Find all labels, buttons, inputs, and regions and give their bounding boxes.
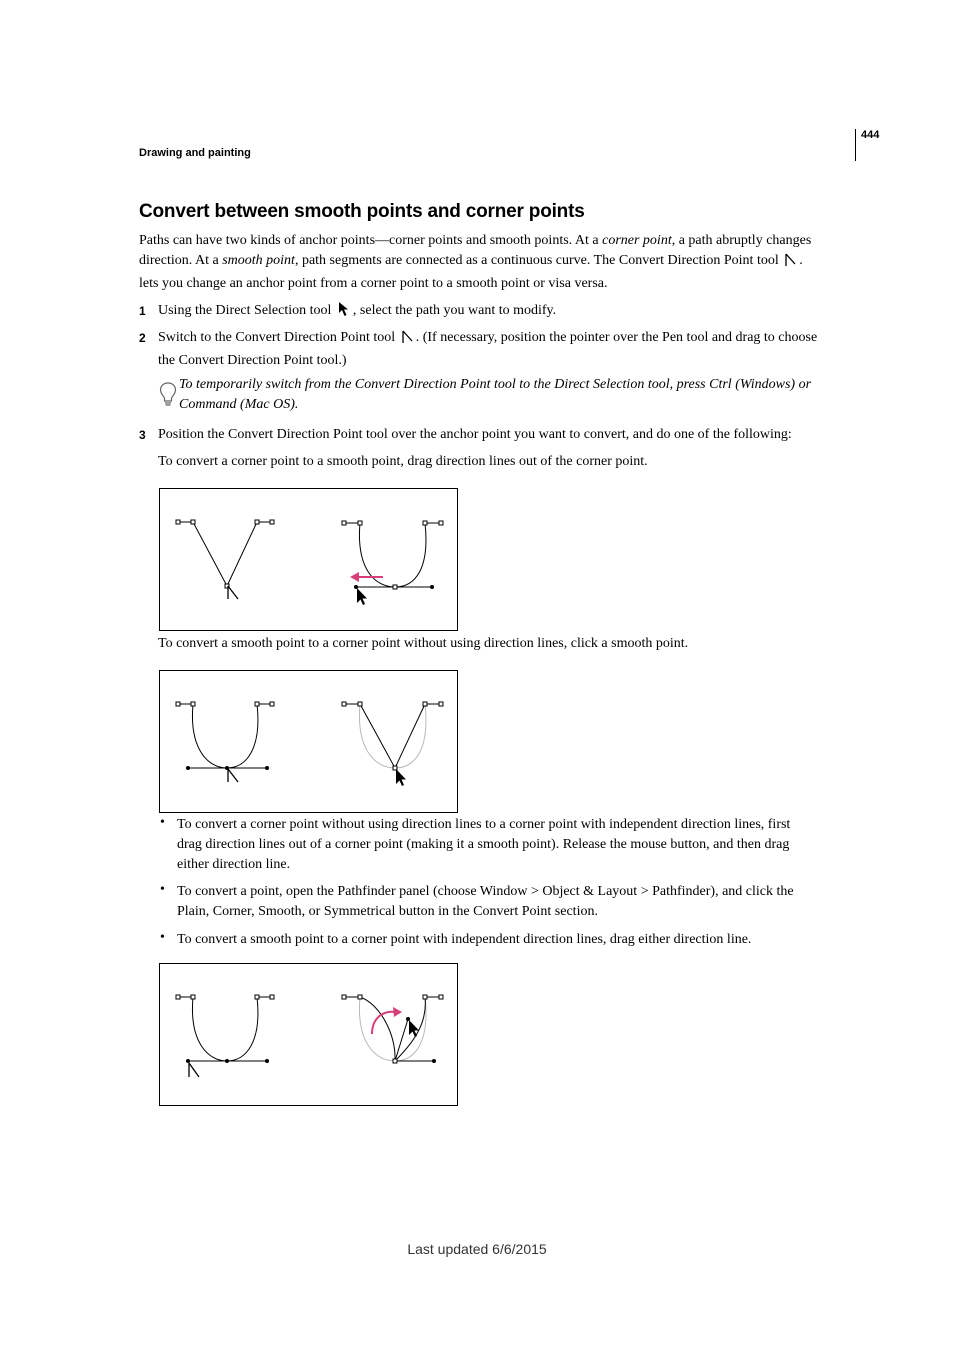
figure-smooth-to-corner [159, 670, 458, 813]
convert-direction-point-tool-icon [228, 586, 238, 599]
tip-text: To temporarily switch from the Convert Direction Point tool to the Direct Selection tool, press Ctrl (Windows) or Command (Mac OS). [179, 377, 812, 412]
step-2-text: Switch to the Convert Direction Point tool . (If necessary, position the pointer over the Pen tool and drag to choose the Convert Direction Point tool.) [158, 330, 818, 368]
bullet-marker: • [160, 882, 165, 897]
lightbulb-tip-icon [159, 381, 177, 414]
convert-direction-point-tool-icon [401, 330, 414, 351]
term-corner-point: corner point [602, 233, 672, 248]
direct-selection-tool-icon [337, 301, 351, 324]
cursor-arrow-icon [357, 588, 367, 605]
convert-direction-point-tool-icon [189, 1063, 199, 1077]
bullet-item-2: To convert a point, open the Pathfinder panel (choose Window > Object & Layout > Pathfinder), and click the Plain, Corner, Smooth, or Symmetrical button in the Convert Point section. [177, 884, 794, 919]
figure-corner-to-smooth [159, 488, 458, 631]
convert-direction-point-tool-icon [784, 253, 797, 274]
curved-drag-arrow-icon [372, 1007, 402, 1034]
step-3-text: Position the Convert Direction Point tool over the anchor point you want to convert, and do one of the following: [158, 427, 792, 442]
step-1-text: Using the Direct Selection tool , select the path you want to modify. [158, 301, 851, 324]
cursor-arrow-icon [396, 769, 406, 786]
step-number-2: 2 [139, 331, 146, 345]
corner-to-smooth-text: To convert a corner point to a smooth point, drag direction lines out of the corner point. [158, 454, 648, 469]
intro-line-1: Paths can have two kinds of anchor points—corner points and smooth points. At a corner point, a path abruptly changes [139, 233, 812, 248]
intro-line-2: direction. At a smooth point, path segments are connected as a continuous curve. The Convert Direction Point tool . [139, 251, 851, 274]
step-number-3: 3 [139, 428, 146, 442]
section-heading: Convert between smooth points and corner points [139, 201, 585, 222]
page-number: 444 [861, 129, 880, 141]
figure-independent-direction-lines [159, 963, 458, 1106]
convert-direction-point-tool-icon [228, 769, 238, 782]
drag-direction-arrow-icon [350, 572, 383, 582]
bullet-marker: • [160, 815, 165, 830]
term-smooth-point: smooth point [222, 253, 295, 268]
intro-paragraph [139, 231, 851, 294]
smooth-to-corner-text: To convert a smooth point to a corner point without using direction lines, click a smooth point. [158, 636, 689, 651]
intro-line-3: lets you change an anchor point from a corner point to a smooth point or visa versa. [139, 276, 608, 291]
footer-last-updated: Last updated 6/6/2015 [407, 1241, 547, 1257]
step-number-1: 1 [139, 304, 146, 318]
header-rule [855, 129, 856, 161]
cursor-arrow-icon [409, 1020, 419, 1037]
running-head: Drawing and painting [139, 147, 251, 159]
bullet-item-1: To convert a corner point without using direction lines to a corner point with independent direction lines, first drag direction lines out of a corner point (making it a smooth point). Release the mouse button, and then drag either direction line. [177, 817, 791, 872]
bullet-item-3: To convert a smooth point to a corner point with independent direction lines, drag either direction line. [177, 932, 752, 947]
bullet-marker: • [160, 930, 165, 945]
